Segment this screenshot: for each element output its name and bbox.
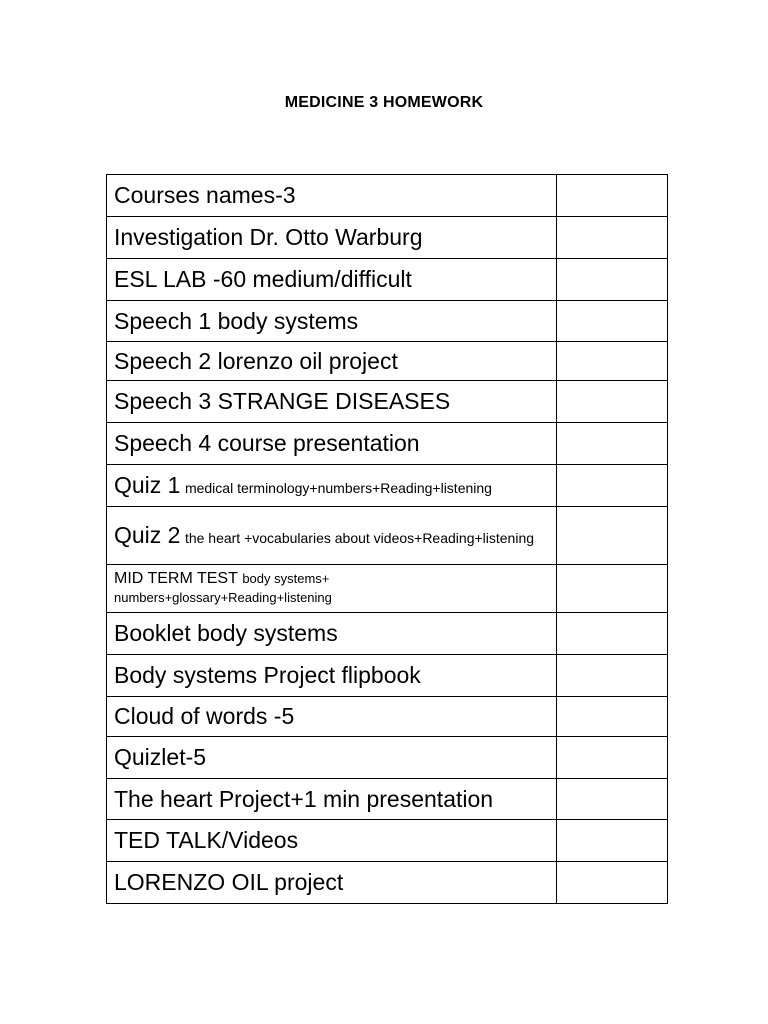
table-row xyxy=(107,217,668,259)
task-cell xyxy=(107,565,557,613)
task-label: Booklet body systems xyxy=(114,620,338,646)
table-row xyxy=(107,259,668,301)
task-label: Speech 4 course presentation xyxy=(114,430,420,456)
task-label: Quiz 1 xyxy=(114,472,181,498)
table-row xyxy=(107,301,668,342)
task-cell xyxy=(107,259,557,301)
check-cell[interactable] xyxy=(557,342,668,381)
check-cell[interactable] xyxy=(557,820,668,862)
check-cell[interactable] xyxy=(557,655,668,697)
task-cell xyxy=(107,779,557,820)
task-label: Cloud of words -5 xyxy=(114,703,295,729)
check-cell[interactable] xyxy=(557,779,668,820)
task-label: Quizlet-5 xyxy=(114,744,207,770)
check-cell[interactable] xyxy=(557,259,668,301)
task-cell xyxy=(107,342,557,381)
table-row xyxy=(107,465,668,507)
table-row xyxy=(107,820,668,862)
table-row xyxy=(107,697,668,737)
check-cell[interactable] xyxy=(557,175,668,217)
check-cell[interactable] xyxy=(557,613,668,655)
check-cell[interactable] xyxy=(557,737,668,779)
task-detail: the heart +vocabularies about videos+Reading+listening xyxy=(184,529,535,546)
task-cell xyxy=(107,737,557,779)
table-row xyxy=(107,862,668,904)
task-cell xyxy=(107,820,557,862)
task-cell xyxy=(107,175,557,217)
check-cell[interactable] xyxy=(557,423,668,465)
task-label: Quiz 2 xyxy=(114,521,181,548)
task-cell xyxy=(107,381,557,423)
check-cell[interactable] xyxy=(557,465,668,507)
check-cell[interactable] xyxy=(557,217,668,259)
task-cell xyxy=(107,613,557,655)
task-detail: medical terminology+numbers+Reading+listening xyxy=(184,480,492,496)
task-cell xyxy=(107,423,557,465)
table-row xyxy=(107,565,668,613)
table-row xyxy=(107,342,668,381)
table-row xyxy=(107,507,668,565)
task-cell xyxy=(107,697,557,737)
task-label: Body systems Project flipbook xyxy=(114,662,421,688)
table-row xyxy=(107,737,668,779)
task-cell xyxy=(107,301,557,342)
check-cell[interactable] xyxy=(557,565,668,613)
task-label: ESL LAB -60 medium/difficult xyxy=(114,266,412,292)
check-cell[interactable] xyxy=(557,697,668,737)
table-row xyxy=(107,423,668,465)
task-cell xyxy=(107,655,557,697)
table-row xyxy=(107,381,668,423)
task-label: Courses names-3 xyxy=(114,182,296,208)
page-title: MEDICINE 3 HOMEWORK xyxy=(284,94,484,111)
homework-table xyxy=(106,174,668,904)
check-cell[interactable] xyxy=(557,381,668,423)
table-row xyxy=(107,175,668,217)
task-label: LORENZO OIL project xyxy=(114,869,344,895)
task-cell xyxy=(107,507,557,565)
check-cell[interactable] xyxy=(557,507,668,565)
task-cell xyxy=(107,465,557,507)
table-row xyxy=(107,779,668,820)
task-cell xyxy=(107,862,557,904)
table-row xyxy=(107,613,668,655)
task-label: Speech 1 body systems xyxy=(114,307,359,334)
task-detail: body systems+ numbers+glossary+Reading+listening xyxy=(114,571,332,605)
task-cell xyxy=(107,217,557,259)
task-label: MID TERM TEST xyxy=(114,570,238,588)
task-label: Speech 2 lorenzo oil project xyxy=(114,347,398,374)
check-cell[interactable] xyxy=(557,301,668,342)
task-label: TED TALK/Videos xyxy=(114,827,299,853)
task-label: The heart Project+1 min presentation xyxy=(114,785,494,812)
check-cell[interactable] xyxy=(557,862,668,904)
table-row xyxy=(107,655,668,697)
task-label: Speech 3 STRANGE DISEASES xyxy=(114,388,451,414)
task-label: Investigation Dr. Otto Warburg xyxy=(114,224,423,250)
